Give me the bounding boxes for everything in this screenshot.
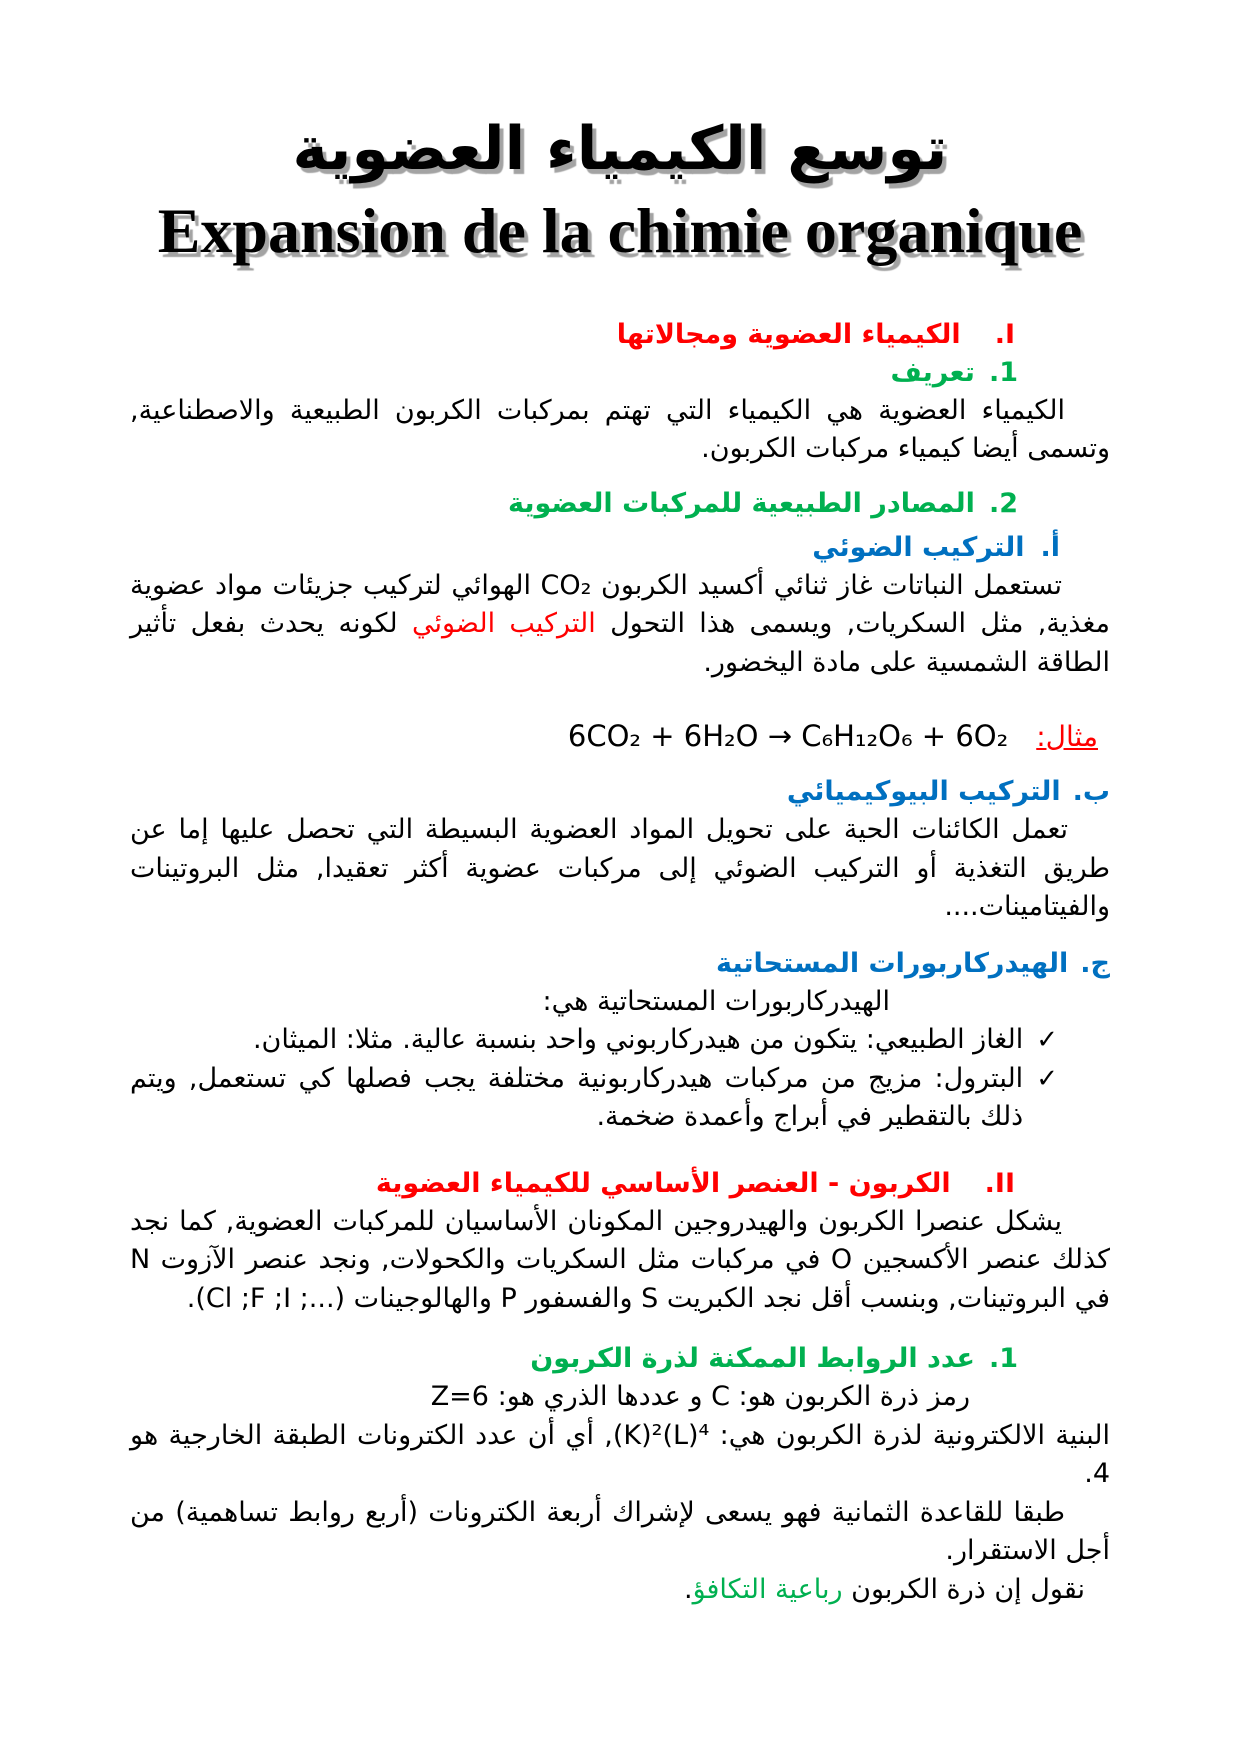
list-item-petroleum-text: البترول: مزيج من مركبات هيدركاربونية مختلفة يجب فصلها كي تستعمل, ويتم ذلك بالتقطير في أبراج وأعمدة ضخمة. [130,1062,1024,1133]
item-photosynthesis-heading [130,529,1110,567]
subsection-carbon-bonds-heading [130,1340,1110,1378]
carbon-symbol-text: رمز ذرة الكربون هو: C و عددها الذري هو: [497,1381,970,1413]
section-1-marker: I. [994,318,1015,350]
subsection-sources-title: المصادر الطبيعية للمركبات العضوية [508,487,975,519]
section-1-title: الكيمياء العضوية ومجالاتها [616,318,961,350]
fossil-hydrocarbons-intro: الهيدركاربورات المستحاتية هي: [542,985,890,1017]
fossil-hydrocarbons-list [130,1021,1110,1137]
subsection-sources-heading [130,485,1110,523]
item-biochemical-heading [130,773,1110,811]
subsection-carbon-bonds-title: عدد الروابط الممكنة لذرة الكربون [530,1343,975,1375]
list-item-petroleum [130,1060,1058,1137]
section-2-heading [130,1165,1110,1203]
checkmark-icon: ✓ [1036,1063,1058,1094]
list-item-natural-gas [130,1021,1058,1060]
octet-rule-paragraph: طبقا للقاعدة الثمانية فهو يسعى لإشراك أربعة الكترونات (أربع روابط تساهمية) من أجل الاستقرار. [130,1496,1110,1567]
halogens-list: (Cl ;F ;I ;...) [195,1282,346,1314]
carbon-elements-paragraph [130,1203,1110,1319]
definition-paragraph: الكيمياء العضوية هي الكيمياء التي تهتم بمركبات الكربون الطبيعية والاصطناعية, وتسمى أيضا كيمياء مركبات الكربون. [130,394,1110,465]
section-2-marker: II. [984,1167,1015,1199]
item-biochemical-title: التركيب البيوكيميائي [786,776,1061,808]
section-1-heading [130,316,1110,354]
item-fossil-hydrocarbons-title: الهيدركاربورات المستحاتية [716,947,1069,979]
photosynthesis-text-mid: الهوائي لتركيب جزيئات مواد عضوية مغذية, مثل السكريات, ويسمى هذا التحول [130,569,1111,640]
carbon-elements-text: يشكل عنصرا الكربون والهيدروجين المكونان الأساسيان للمركبات العضوية, كما نجد كذلك عنصر الأكسجين O في مركبات مثل السكريات والكحولات, ونجد عنصر الآزوت N في البروتينات, وبنسب أقل نجد الكبريت S والفسفور P والهالوجينات [130,1205,1111,1314]
item-fossil-hydrocarbons-heading [130,945,1110,983]
carbon-symbol-line [130,1378,1110,1417]
electron-configuration-text: البنية الالكترونية لذرة الكربون هي: [719,1419,1110,1451]
document-title-french: Expansion de la chimie organique [157,195,1083,266]
atomic-number-value: Z=6 [430,1381,489,1413]
subsection-carbon-bonds-marker: 1. [988,1343,1018,1375]
carbon-elements-period: . [186,1282,196,1314]
tetravalent-term-green: رباعية التكافؤ [692,1573,843,1605]
photosynthesis-text-after: لكونه يحدث بفعل تأثير الطاقة الشمسية على مادة اليخضور. [130,608,1110,678]
photosynthesis-paragraph [130,567,1110,683]
item-fossil-hydrocarbons-marker: ج. [1080,947,1110,979]
electron-configuration-after: , أي أن عدد الكترونات الطبقة الخارجية هو 4. [130,1419,1110,1490]
subsection-definition-marker: 1. [988,356,1018,388]
document-title-arabic: توسع الكيمياء العضوية [292,114,948,184]
list-item-natural-gas-text: الغاز الطبيعي: يتكون من هيدركاربوني واحد بنسبة عالية. مثلا: الميثان. [252,1024,1024,1056]
example-label: مثال: [1036,720,1098,754]
photosynthesis-term-red: التركيب الضوئي [411,608,596,640]
subsection-sources-marker: 2. [988,487,1018,519]
item-photosynthesis-title: التركيب الضوئي [812,531,1025,563]
photosynthesis-equation: 6CO₂ + 6H₂O → C₆H₁₂O₆ + 6O₂ [567,719,1009,754]
subsection-definition-heading [130,354,1110,392]
biochemical-paragraph: تعمل الكائنات الحية على تحويل المواد العضوية البسيطة التي تحصل عليها إما عن طريق التغذية أو التركيب الضوئي إلى مركبات عضوية أكثر تعقيدا, مثل البروتينات والفيتامينات.... [130,814,1110,923]
section-2-title: الكربون - العنصر الأساسي للكيمياء العضوية [375,1167,951,1199]
item-photosynthesis-marker: أ. [1040,531,1060,563]
item-biochemical-marker: ب. [1072,776,1110,808]
tetravalent-line [130,1571,1110,1610]
subsection-definition-title: تعريف [890,356,975,388]
electron-configuration-formula: (K)²(L)⁴ [612,1419,710,1451]
electron-configuration-line [130,1417,1110,1494]
tetravalent-text: نقول إن ذرة الكربون [851,1573,1085,1605]
checkmark-icon: ✓ [1036,1025,1058,1056]
example-row [130,716,1110,757]
tetravalent-period: . [683,1573,693,1605]
co2-formula: CO₂ [540,569,592,601]
photosynthesis-text-before: تستعمل النباتات غاز ثنائي أكسيد الكربون [601,569,1062,601]
